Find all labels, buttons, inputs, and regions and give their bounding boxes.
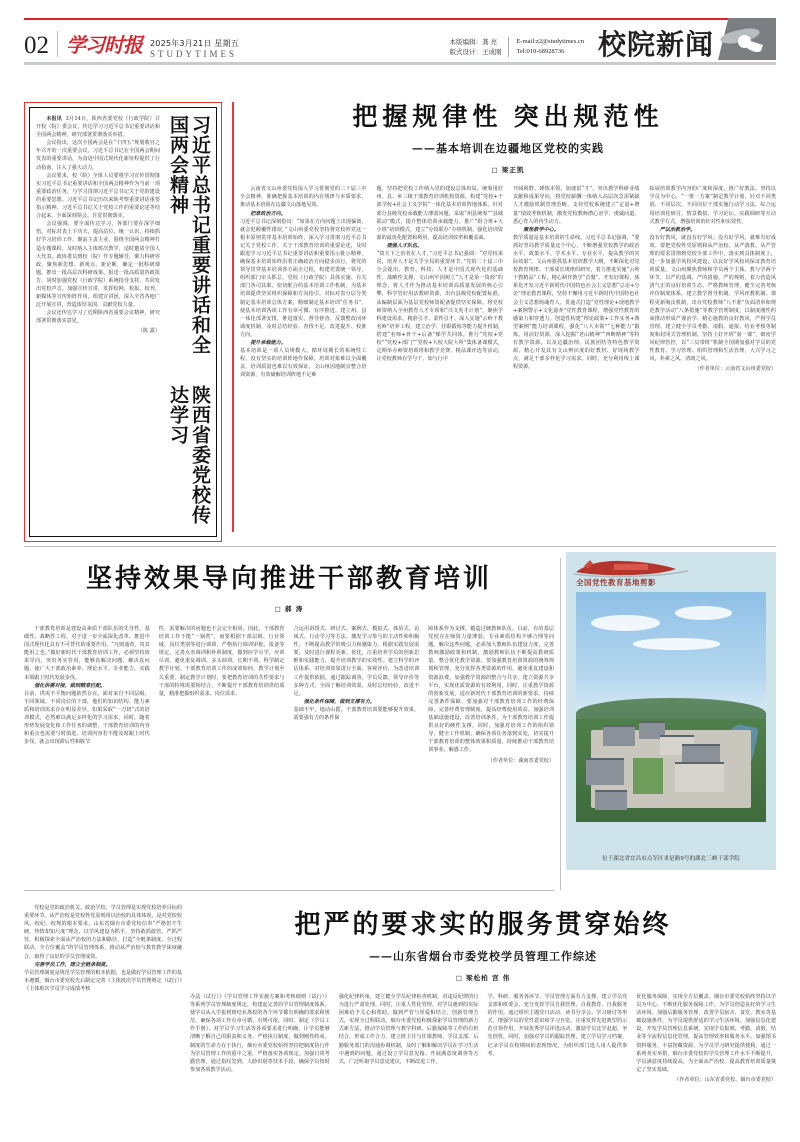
article-subheading: 建强人才队伍。 xyxy=(386,242,423,249)
article1-left-rule xyxy=(232,102,234,532)
page-number: 02 xyxy=(24,32,49,59)
designer-credit: 版式设计：王成刚 xyxy=(449,47,502,56)
article1-columns xyxy=(240,185,776,379)
article-paragraph: 基础不牢，地动山摇。干部教育培训要能够提升效果，需要强有力的条件保 xyxy=(293,706,420,722)
article3-byline: □ 梁松柏 宫 伟 xyxy=(455,974,511,982)
boxed-title-line2: 陕西省委党校传达学习 xyxy=(166,385,210,526)
publication-logo-en: STUDYTIMES xyxy=(150,49,238,60)
article1-byline: □ 梁正凯 xyxy=(491,166,525,175)
article1-column-1 xyxy=(240,185,367,379)
boxed-para-0: 3月14日，陕西省委党校（行政学院）召开校（院）委会议，传达学习习近平总书记重要讲话和全国两会精神，研究部署贯彻落实举措。 xyxy=(36,116,160,139)
article3-left-column xyxy=(24,904,182,993)
masthead-credits xyxy=(449,37,584,60)
boxed-signature: （陈 露） xyxy=(137,328,160,335)
article1-column-4 xyxy=(650,185,777,379)
article-bottom xyxy=(190,904,776,1085)
boxed-para-4-wrap xyxy=(36,309,160,325)
article-paragraph: 障体系作为支撑。锻造过硬教师队伍。目前，有的基层党校存在师资力量薄弱，专业素质结构不够合理等问题。解决这些问题，必须加大教师队伍建设力度，完善教师激励政策和机制，激励教师队伍不断提高教研质量。整合优化教学资源。要加强教育培训资源的统筹规划和管理，充分发挥各类资源的作用，避免重复建设和资源浪费。加强教学资源的整合与共享，建立资源共享平台，实现优质资源的有效利用。同时，注重教学资源的创新发展，适应新时代干部教育培训的新要求。持续完善条件保障。要加强对干部教育培训工作的经费保障，完善经费管理制度，提高经费使用效益。加强培训基础设施建设，改善培训条件，为干部教育培训工作提供良好的硬件支撑。同时，加强对培训工作的组织领导，健全工作机制，确保各项任务落到实处，切实提升干部教育培训的整体效果和质量，持续推动干部教育培训事业、解惑工作。 xyxy=(428,626,554,754)
article3-headline: 把严的要求实的服务贯穿始终 xyxy=(294,910,672,939)
article-paragraph: 干部教育培训是建设高素质干部队伍的先导性、基础性、战略性工程。对于进一步全面深化改革、推进中国式现代化具有不可替代的重要作用。“凡则通者，贵其能用之也。”做好新时代干部教育培训工作，必须坚持效果导向，突出务实管用，能够真解决问题、解决真问题，使广大干部政治素养、理论水平、专业能力、实践本领跟上时代发展步伐。 xyxy=(24,626,150,681)
masthead xyxy=(24,18,776,65)
article-subheading: 提升承载能力。 xyxy=(250,340,286,347)
article-paragraph: 开阔视野、锤炼本领、加速留“才”。突出教学科研业绩贡献和成果导向，将党校薪酬一体纳入高层次急需紧缺人才激励机制管理范畴，支持党校系统建立“定量+增量”绩效考核机制，激发党校教师潜心治学、虔诚问道、悉心育人的内生动力。 xyxy=(513,186,640,225)
photo-banner xyxy=(566,552,776,588)
tel-credit: Tel:010-68928736 xyxy=(516,47,565,55)
article-middle-left xyxy=(24,558,554,766)
article-paragraph: 拓展培训教学内容的广度和深度。推广好教法。坚持以学员为中心，“一班一方案”制定教学计划，针对不同类别、不同层次、不同岗位干部实施行动学习法，综合运用培训化研讨、情景模拟、学习论坛、实践调研等互动式教学方式，增强培训的针对性和实效性。 xyxy=(649,186,776,225)
article2-attribution: （作者单位：湖南省委党校） xyxy=(487,757,554,764)
editor-credit: 本版编辑：龚 亮 xyxy=(449,37,498,46)
article3-columns xyxy=(190,993,776,1085)
article-paragraph: “资天下之治者在人才。”习近平总书记强调：“对党校来说，培养人才是关乎全局的重要环节。”党的二十届三中全会提出，教育、科技、人才是中国式现代化的基础性、战略性支撑。文山州牢固树立“人才是第一资源”的理念，将人才作为推动基本培训高质量发展的核心引擎，科学管好用活教研资源，出台县级党校配置标准，从编制层面为基层党校师资配备提供坚实保障。将党校师资纳入全州教育人才专项和“兴文英才计划”，聚焦学科建设需求，精准引才、柔性引才。深入实施“云岭干教名师”培养工程，建立治学、挂职锻炼等能力提升机制，搭建“名师+骨干+后备”梯学共同体。推行“党校+党校”“党校+部门”“党校+大校大院大所”集体备课模式，定期举办师资培训班和教学竞赛、精品课评选等活动，让党校教师在学与干、知与行中 xyxy=(376,251,503,363)
boxed-lead-paragraph xyxy=(36,115,160,139)
article-paragraph: 没有好教风，就没有好学风；没有好学风，就难有好成效。要把党校姓党原则和从严治校、从严落教、从严管理的要求贯彻到党校全部工作中，落实到具体制度上，进一步加强学风校风建设，以良好学风校风保证教育培训质量。文山州聚焦教师和学员两个主体、教与学两个环节，以严的基调、严的措施、严的规则，着力营造风清气正的良好培训生态。严格教师管理，健全完善考核评价制度体系，建立教学督导机制、学风评教机制、课程更新淘汰机制，出台党校教师“八不准”负面清单和规范教学活动“八条措施”等教学管理制度，以制度刚性约束推动形成严谨治学、精心施教的良好教风，严督学员管理。建立健全学员考勤、请假、通报、结业考核等制度和封闭式管理机制。坚持上好开班“第一课”，细密学风纪律管控，以“三员带班”机制全国期加强对学员的党性教育、学习管理、组织管理和生活管理，大兴学习之风，朴素之风、清朗之风。 xyxy=(649,234,776,363)
article1-subhead: ——基本培训在边疆地区党校的实践 xyxy=(412,142,604,156)
masthead-divider xyxy=(57,31,58,57)
article2-column-3 xyxy=(294,625,420,766)
article-paragraph: 优化服务保障，实现全方位覆盖。烟台市委党校始终坚持以学员为中心，不断优化服务保障工作，为学员创造良好的学习生活环境。加强后勤服务管理，改善学员宿舍、食堂、教室等基础设施条件，为学员提供舒适的学习生活环境。加强信息化建设，开发学员管理信息系统，实现学员报到、考勤、请假、结业等全流程信息化管理，提高管理效率和服务水平。加强图书资料服务，丰富馆藏资源，为学员学习研究提供便利。通过一系列务实举措，烟台市委党校的学员管理工作水平不断提升，学员满意度持续提高，为全面从严治校、提高教育培训质量奠定了坚实基础。 xyxy=(636,994,776,1073)
photo-caption: 位于湖北省宜昌市点军区求是路9号的湖北三峡干部学院 xyxy=(602,856,740,862)
boxed-para-2-wrap xyxy=(36,172,160,221)
article2-headline: 坚持效果导向推进干部教育培训 xyxy=(85,564,492,593)
boxed-para-1-wrap xyxy=(36,139,160,171)
masthead-bottom-rule xyxy=(24,62,776,65)
article2-columns xyxy=(24,625,554,766)
boxed-article xyxy=(24,102,222,542)
photo-banner-label: 全国党性教育基地剪影 xyxy=(576,578,656,587)
newspaper-page xyxy=(0,18,800,1142)
article-subheading: 严以治教治学。 xyxy=(659,226,696,233)
article-paragraph: 性，需要解决的问题也不会完全相同。因此，干部教育培训工作不能“一锅煮”，而要根据干部层级、行业领域、岗位类别等进行调训，严格执行调训审批、报备等规定，完善点名调训和补训制度，做到应学尽学，应训尽训，避免重复调训、多头调训、长期不训。科学制定教学计划。干部教育培训工作的成效如何，教学计划至关重要。制定教学计划时，要把教育培训的共性要求与干部的特殊需要相结合，不断提升干部教育培训供给质量，精准把握组织需求、岗位需求、 xyxy=(158,626,285,697)
section-separator-2 xyxy=(24,890,554,891)
article-paragraph: 合运用讲授式、研讨式、案例式、模拟式、体验式、访谈式、行动学习等方法。激发学习参与的主动性和积极性，不断提高教学的吸引力和感染力。根据实践发展需要，及时进行课程更新、优化，注重培养学员的创新思维和实践能力，提升培训教学的实效性。建立科学的评估体系，对培训效果进行全面、客观评价，为改进培训工作提供依据。通过跟踪调查、学员反馈、领导评价等多种方式，全面了解培训效果，及时总结经验，改进不足。 xyxy=(293,626,420,697)
article-paragraph: 题，坚持把党校工作纳入党的建设总体布局，统筹用好州、县、乡三级干部教育培训机构资源，构建“党校+干部学校+社会主义学院”一体化基本培训阵地体系。针对部分县级党校承载能力薄弱问题，采取“州县统筹”“县域联动”模式，提升整体培训承载能力。推广“组合班+大小班”培训模式，建立“分段联办”办班机制，强化培训资源的最优化配置和利用，提高培训效率和覆盖面。 xyxy=(376,186,503,241)
article2-column-2 xyxy=(159,625,285,766)
article3-column-1 xyxy=(190,993,330,1085)
publication-logo: 学习时报 xyxy=(66,35,142,57)
article1-column-3 xyxy=(513,185,640,379)
article-top-right xyxy=(240,102,776,380)
article-subheading: 聚焦教学中心。 xyxy=(523,226,559,233)
photo-feature-block xyxy=(566,552,776,870)
article-paragraph: 学员管理制度是规范学员管理的根本依据，也是做好学员管理工作的基本遵循。烟台市委党校先后制定完善《主体班次学员管理规定（试行）》《主体班次学员学习成绩考核 xyxy=(24,969,182,992)
article2-column-1 xyxy=(24,625,150,766)
article1-attribution: （作者单位：云南省文山州委党校） xyxy=(694,366,776,373)
article-paragraph: 基本培训是一项人员规模大、循环周期长的系统性工程，没有坚实的培训阵地作保障，培训对象难以全面覆盖，培训质量也难以有效保证。文山州因地制宜整合培训资源，有效破解培训阵地不足难 xyxy=(240,348,367,379)
boxed-para-2: 会议要求，校（院）全体人员要将学习宣传贯彻落实习近平总书记重要讲话和全国两会精神作为当前一项重要政治任务，与学习贯彻习近平总书记关于党的建设的重要思想、习近平总书记历次来陕考察重要讲话重要指示精神、习近平总书记关于党校工作的重要论述等结合起来，全面深刻领会、自觉贯彻落实。 xyxy=(36,172,160,220)
boxed-article-body xyxy=(36,115,160,529)
boxed-para-3-wrap xyxy=(36,220,160,309)
article-paragraph: 党校是党的政治机关、政治学校，学员管理是实现党校培养目标的重要环节。从严治校是党校姓党原则用以治校的具体体现，是对党校校风、校纪、校规的根本要求。山东省烟台市委党校信奉“严格但不生硬、热情却知尺度”理念，以学风建设为抓手，坚持敢抓敢管，严抓严管，积极探索全面从严治校的方法和路径，打造“全链条制度、全过程联动、全方位覆盖”的学员管理体系，推动从严治校与教育教学深度融合，取得了良好的学员管理成效。 xyxy=(24,905,182,960)
photo-separator xyxy=(560,558,561,890)
article3-column-2 xyxy=(339,993,479,1085)
boxed-title-line1: 习近平总书记重要讲话和全国两会精神 xyxy=(166,115,210,355)
article3-column-4 xyxy=(636,993,776,1085)
publication-date: 2025年3月21日 星期五 xyxy=(150,39,239,49)
boxed-para-1: 会议指出，这次全国两会是在“十四五”规划收官之年召开的一次重要会议。习近平总书记在全国两会期间发表的重要讲话，为奋进中国式现代化新征程提供了行动指南，注入了强大动力。 xyxy=(36,140,160,171)
article-subheading: 强化供需对接，做到精准匹配。 xyxy=(34,682,106,689)
article1-column-2 xyxy=(377,185,504,379)
article2-byline: □ 郝 涛 xyxy=(274,605,304,613)
article-paragraph: 教学质量是基本培训的生命线。习近平总书记强调，“要抓好坚局教学质量这个中心，不断增强党校教学的政治水平、政策水平、学术水平、专业水平，提高教学的实际效果”。文山州狠抓基本培训教学大纲，不断深化对党校教育规律、干部成长规律的研究，着力推进实施“云岭干教精品”工程，精心制作教学“首餐”。开发好课程、体系化开发习近平新时代中国特色社会主义思想“总论+分论”理论教育课程，坚持不懈用习近平新时代中国特色社会主义思想铸魂育人。贯通式打造“党性理论+现地教学+案例警示+文化滋养”党性教育课程，增强党性教育的感染力和穿透力。创造性构建“理论政策+工作实务+典型案例”能力培训课程，强化“八大本领”“七种能力”锻炼。用活好资源，深入挖掘“老山精神”“西畴精神”等特有教学资源，以及边疆治理、民族团结等特色教学资源，精心开发具有文山辨识度的好教材、好现场教学点，满足干部多样化学习需求。同时，充分利用线上课程资源。 xyxy=(513,234,640,371)
campus-photo xyxy=(576,592,766,822)
article-paragraph: 目前，供需不平衡问题依然存在。面对来自不同层级、不同领域、不同岗位的干部，他们的知识结构、能力素质和培训需求存在明显差异。如果采取“一刀切”式的培训模式，必然难以满足多样化的学习需求。同时，随着形势发展变化和工作任务的调整，干部教育培训的内容和重点也需要与时俱进。培训内容若不能及时跟上时代步伐，就会出现滞后性和脱节 xyxy=(24,690,150,746)
lead-tag: 本报讯 xyxy=(46,116,63,122)
article3-attribution: （作者单位：山东省委党校、烟台市委党校） xyxy=(674,1076,776,1083)
article3-column-3 xyxy=(488,993,628,1085)
article-paragraph: 学、科研、服务各环节，学员管理方面有力支撑。建立学员党支部和班委会，充分发挥学员自我管理、自我教育、自我服务的作用。通过组织主题党日活动、读书分享会、学习研讨等形式，增强学员的党性意识和学习自觉。注重发挥先进典型的示范引领作用，开展优秀学员评选活动，激励学员比学赶超、争先创优。同时，加强对学员的跟踪管理，建立学员学习档案，记录学员在校期间的表现情况，为组织部门选人用人提供参考。 xyxy=(487,994,628,1057)
article-subheading: 强化条件保障，做到支撑有力。 xyxy=(303,698,376,705)
article3-subhead: ——山东省烟台市委党校学员管理工作综述 xyxy=(369,950,597,963)
article-subheading: 把准政治方向。 xyxy=(250,210,286,217)
article-paragraph: 办法（试行）》《学员管理工作实施方案和考核细则（试行）》等系列学员管理制度规定，构建起完善的学员管理制度体系，使学员从入学报到到结业离校的各个环节都有明确的要求和规范，确保各项工作有章可循、有规可依。同时，制定《学员工作手册》，对学员学习生活等各项要求进行明确，让学员能够清晰了解自己的职责和义务。严格执行制度，做到刚性约束。制度的生命力在于执行，烟台市委党校始终坚持把制度执行作为学员管理工作的重中之重，严格落实各项规定。加强日常考勤管理，通过指纹签到、人脸识别等技术手段，确保学员按时参加各项教学活动。 xyxy=(190,994,330,1073)
masthead-emblem-icon xyxy=(718,18,776,60)
section-title: 校院新闻 xyxy=(597,30,714,61)
section-separator-1 xyxy=(24,546,776,547)
article-paragraph: 强化纪律约束，建立健全学员纪律检查机制，对违反纪律的行为进行严肃处理。同时，注重人性化管理，对学员遇到的实际困难给予关心和帮助，做到严管与厚爱相结合。创新管理方式，实现全过程联动。烟台市委党校积极探索学员管理的新方式新方法，推动学员管理与教学科研、后勤保障等工作的有机结合，形成工作合力。建立班主任与任课教师、学员支部、后勤服务部门的沟通协调机制，及时了解和解决学员在学习生活中遇到的问题。通过设立学员意见箱、开展满意度调查等方式，广泛听取学员意见建议，不断改进工作。 xyxy=(338,994,479,1065)
article-paragraph: 云南省文山州委党校深入学习贯彻党的二十届三中全会精神，准确把握基本培训的内在规律与本质要求，推动基本培训在边疆文山落地见效。 xyxy=(240,186,367,209)
boxed-para-3: 会议强调，要全面传达学习，各部门要在深学细悟、对标对表上下功夫，提高站位、统一认识，持续抓好学习培训工作，聚前主责主业，围绕全国两会精神打造专题课程，及时纳入主体班次教学，适时邀请全国人大代表、政协委员到校（院）作专题辅导，聚力科研咨政，聚焦新思想、新观点、新论断，确定一批科研课题，推出一批高层次科研成果、报送一批高质量咨政报告，同时加强党校（行政学院）系统指导支持，共同发出党校声音。加强宣传宣讲，发挥校网、校报、校刊、新媒体等宣传矩阵作用，组建宣讲团，深入全省各地广泛开展宣讲，营造浓厚氛围，贡献党校力量。 xyxy=(36,221,160,309)
email-credit: E-mail:z2@studytimes.cn xyxy=(516,37,584,45)
article1-headline: 把握规律性 突出规范性 xyxy=(352,104,664,131)
article-subheading: 完善学员工作，建立全链条制度。 xyxy=(34,961,111,968)
article2-column-4 xyxy=(428,625,554,766)
boxed-article-title xyxy=(166,115,210,529)
article-paragraph: 习近平总书记深刻指出：“如果在方向问题上出现偏离，就会犯颠覆性错误。”文山州委党校坚持将党校姓党这一根本原则贯穿基本培训始终，深入学习贯彻习近平总书记关于党校工作、关于干部教育培训的重要论述，及时跟进学习习近平总书记重要讲话和重要指示批示精神，确保基本培训始终沿着正确政治方向稳步前行。将党的领导贯穿基本培训各方面全过程，构建党委统一领导、组织部门牵头抓总、党校（行政学院）具体实施、有关部门各司其职、密切配合的基本培训工作机制，为基本培训提供坚实组织保障和方向指引。对标对表分层分类制定基本培训总体方案，精细制定基本培训“任务书”，使基本培训各项工作有章可循、有序推进。建立州、县一体化部署安排，推进落实、督导督查、反馈整改闭环调度机制，及时总结经验、查找不足、改进提升、校准方向。 xyxy=(240,218,367,338)
boxed-para-4: 会议还传达学习了近期陕西省重要会议精神，研究部署贯彻落实意见。 xyxy=(36,310,160,325)
